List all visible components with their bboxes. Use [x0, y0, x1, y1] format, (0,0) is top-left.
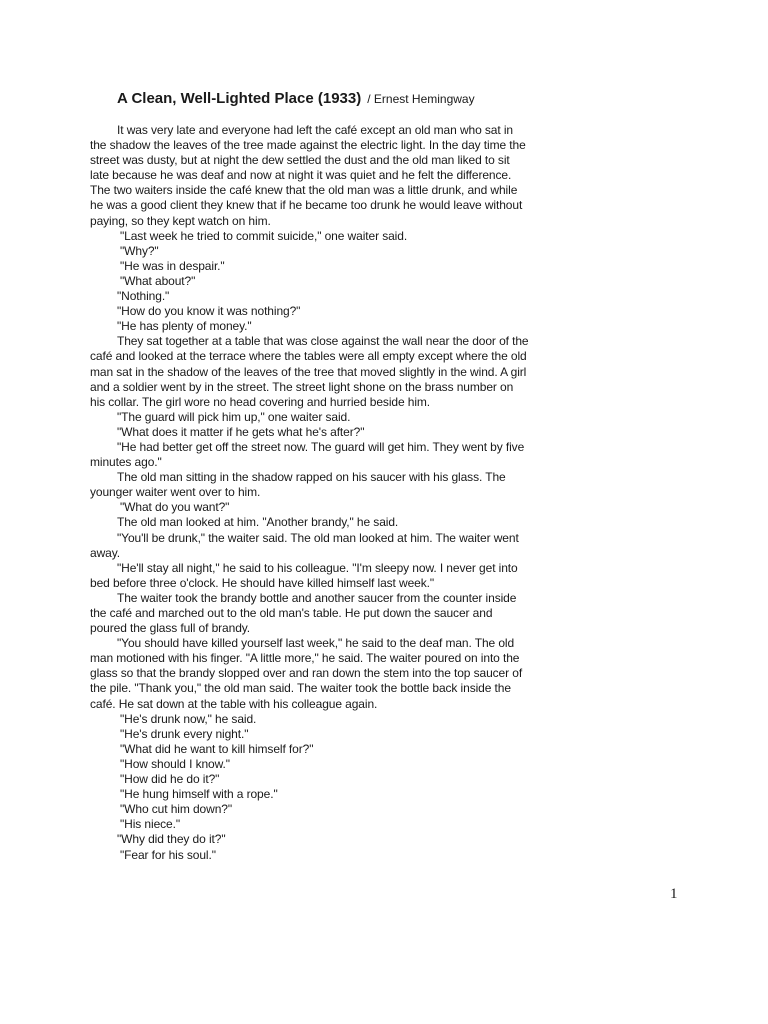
paragraph: The waiter took the brandy bottle and another saucer from the counter inside the café and marched out to the old man's table. He put down the saucer and poured the glass full of brandy. [90, 590, 517, 636]
dialogue-line: "Why did they do it?" [117, 832, 226, 847]
document-header [117, 90, 677, 108]
dialogue-line: "What do you want?" [120, 500, 230, 515]
document-author: / Ernest Hemingway [367, 92, 475, 106]
dialogue-line: "Fear for his soul." [120, 847, 216, 862]
page-number: 1 [670, 886, 678, 902]
dialogue-line: "Last week he tried to commit suicide," one waiter said. [120, 228, 408, 243]
dialogue-line: "How should I know." [120, 756, 230, 771]
dialogue-line: "His niece." [120, 817, 181, 832]
dialogue-line: The old man looked at him. "Another brandy," he said. [117, 515, 399, 530]
dialogue-line: "He hung himself with a rope." [120, 787, 278, 802]
paragraph: "He'll stay all night," he said to his colleague. "I'm sleepy now. I never get into bed before three o'clock. He should have killed himself last week." [90, 560, 518, 590]
dialogue-line: "Who cut him down?" [120, 802, 233, 817]
paragraph: "You'll be drunk," the waiter said. The old man looked at him. The waiter went away. [90, 530, 519, 560]
paragraph: "He had better get off the street now. The guard will get him. They went by five minutes ago." [90, 439, 525, 470]
dialogue-line: "He has plenty of money." [117, 319, 252, 334]
paragraph: "You should have killed yourself last week," he said to the deaf man. The old man motioned with his finger. "A little more," he said. The waiter poured on into the glass so that the brandy slopped over and ran down the stem into the top saucer of the pile. "Thank you," the old man said. The waiter took the bottle back inside the café. He sat down at the table with his colleague again. [90, 636, 523, 711]
dialogue-line: "He's drunk now," he said. [120, 711, 257, 726]
document-title: A Clean, Well-Lighted Place (1933) [117, 90, 362, 107]
dialogue-line: "The guard will pick him up," one waiter said. [117, 409, 351, 424]
paragraph: They sat together at a table that was close against the wall near the door of the café and looked at the terrace where the tables were all empty except where the old man sat in the shadow of the leaves of the tree that moved slightly in the wind. A girl and a soldier went by in the street. The street light shone on the brass number on his collar. The girl wore no head covering and hurried beside him. [90, 334, 529, 409]
dialogue-line: "How did he do it?" [120, 772, 220, 787]
dialogue-line: "Why?" [120, 243, 159, 258]
dialogue-line: "What did he want to kill himself for?" [120, 741, 314, 756]
dialogue-line: "Nothing." [117, 289, 170, 304]
dialogue-line: "What does it matter if he gets what he's after?" [117, 424, 365, 439]
dialogue-line: "He was in despair." [120, 258, 225, 273]
dialogue-line: "What about?" [120, 273, 196, 288]
paragraph: It was very late and everyone had left the café except an old man who sat in the shadow the leaves of the tree made against the electric light. In the day time the street was dusty, but at night the dew settled the dust and the old man liked to sit late because he was deaf and now at night it was quiet and he felt the difference. The two waiters inside the café knew that the old man was a little drunk, and while he was a good client they knew that if he became too drunk he would leave without paying, so they kept watch on him. [90, 123, 526, 228]
dialogue-line: "How do you know it was nothing?" [117, 304, 301, 319]
paragraph: The old man sitting in the shadow rapped on his saucer with his glass. The younger waiter went over to him. [90, 470, 506, 500]
document-body [90, 123, 530, 863]
dialogue-line: "He's drunk every night." [120, 726, 249, 741]
